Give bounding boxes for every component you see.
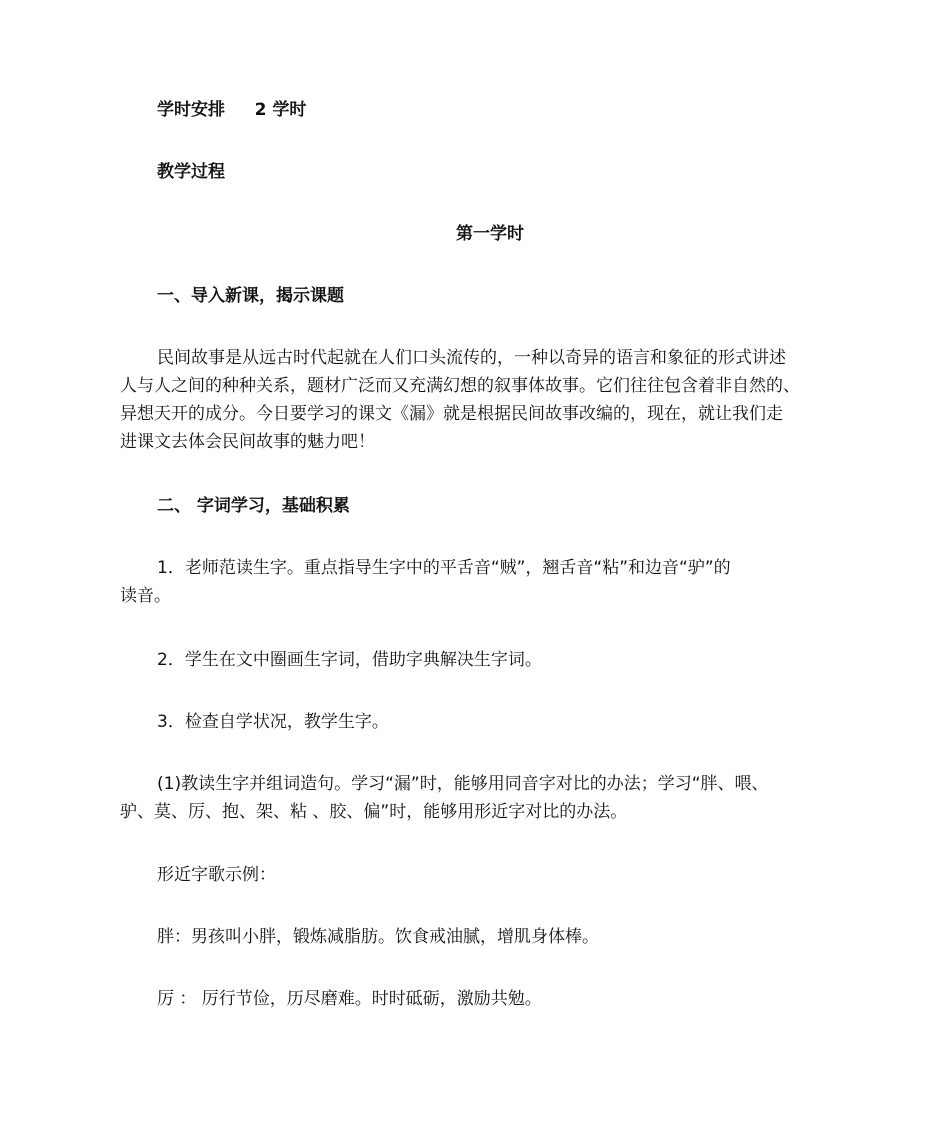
- paragraph-line: 1．老师范读生字。重点指导生字中的平舌音“贼”，翘舌音“粘”和边音“驴”的: [157, 558, 731, 578]
- paragraph-line: 进课文去体会民间故事的魅力吧！: [120, 432, 375, 452]
- schedule-label: 学时安排: [157, 100, 225, 120]
- section1-heading: 一、导入新课，揭示课题: [157, 286, 344, 306]
- schedule-line: [157, 96, 306, 124]
- session-title: 第一学时: [456, 224, 524, 244]
- item1-paragraph: [120, 554, 830, 610]
- paragraph-line: (1)教读生字并组词造句。学习“漏”时，能够用同音字对比的办法；学习“胖、喂、: [157, 774, 769, 794]
- schedule-value: 2 学时: [254, 100, 307, 120]
- paragraph-line: 驴、莫、厉、抱、架、粘 、胶、偏”时，能够用形近字对比的办法。: [120, 802, 628, 822]
- paragraph-line: 民间故事是从远古时代起就在人们口头流传的，一种以奇异的语言和象征的形式讲述: [157, 348, 786, 368]
- process-title: 教学过程: [157, 162, 225, 182]
- item2-line: 2．学生在文中圈画生字词，借助字典解决生字词。: [157, 650, 542, 670]
- sub1-paragraph: [120, 770, 830, 826]
- section1-paragraph: [120, 344, 830, 456]
- paragraph-line: 人与人之间的种种关系，题材广泛而又充满幻想的叙事体故事。它们往往包含着非自然的、: [120, 376, 800, 396]
- paragraph-line: 读音。: [120, 586, 171, 606]
- example-line-2: 厉 ： 厉行节俭，历尽磨难。时时砥砺，激励共勉。: [157, 989, 542, 1009]
- paragraph-line: 异想天开的成分。今日要学习的课文《漏》就是根据民间故事改编的，现在，就让我们走: [120, 404, 783, 424]
- section2-heading: 二、 字词学习，基础积累: [157, 496, 350, 516]
- example-line-1: 胖：男孩叫小胖，锻炼减脂肪。饮食戒油腻，增肌身体棒。: [157, 927, 599, 947]
- item3-line: 3．检查自学状况，教学生字。: [157, 712, 389, 732]
- example-title: 形近字歌示例：: [157, 865, 276, 885]
